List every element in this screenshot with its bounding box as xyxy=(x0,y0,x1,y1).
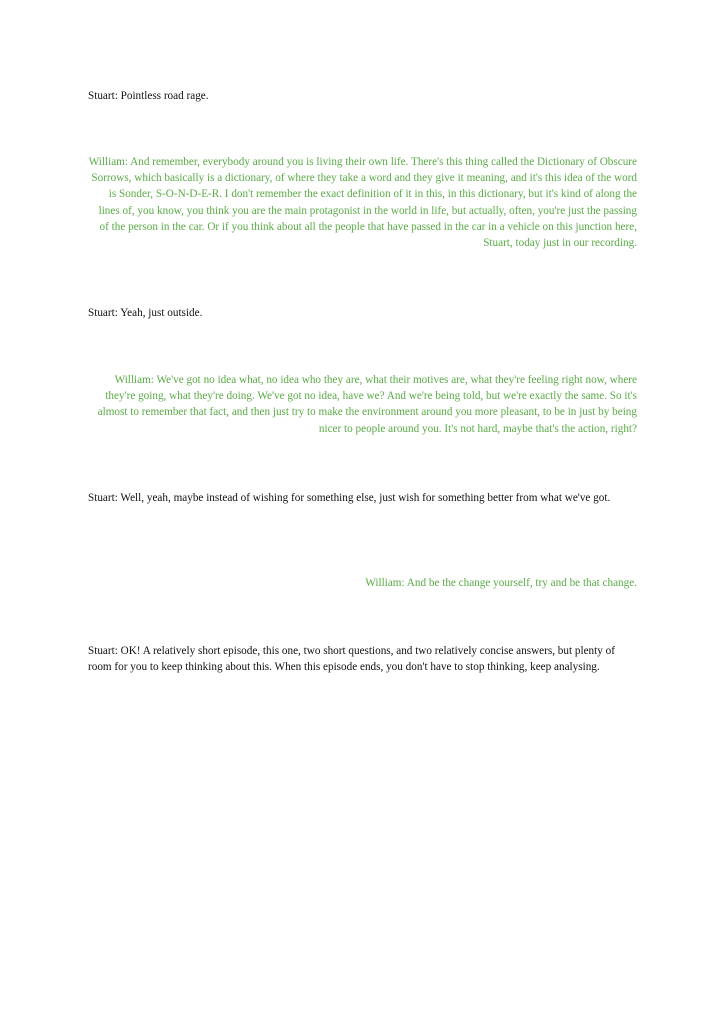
william-line-3: William: And be the change yourself, try and be that change. xyxy=(365,577,637,589)
william-line-1: William: And remember, everybody around you is living their own life. There's this thing called the Dictionary of Obscure Sorrows, which basically is a dictionary, of where they take a word and they give it meaning, and it's this idea of the word is Sonder, S-O-N-D-E-R. I don't remember the exact definition of it in this, in this dictionary, but it's kind of along the lines of, you know, you think you are the main protagonist in the world in life, but actually, often, you're just the passing of the person in the car. Or if you think about all the people that have passed in the car in a vehicle on this junction here, Stuart, today just in our recording. xyxy=(88,156,637,250)
stuart-line-4: Stuart: OK! A relatively short episode, this one, two short questions, and two relatively concise answers, but plenty of room for you to keep thinking about this. When this episode ends, you don't have to stop thinking, keep analysing. xyxy=(88,645,615,674)
stuart-line-2: Stuart: Yeah, just outside. xyxy=(88,307,203,319)
stuart-line-3: Stuart: Well, yeah, maybe instead of wishing for something else, just wish for something better from what we've got. xyxy=(88,492,611,504)
william-line-2: William: We've got no idea what, no idea who they are, what their motives are, what they're feeling right now, where they're going, what they're doing. We've got no idea, have we? And we're being told, but we're exactly the same. So it's almost to remember that fact, and then just try to make the environment around you more pleasant, to be in just by being nicer to people around you. It's not hard, maybe that's the action, right? xyxy=(97,374,637,435)
stuart-line-1: Stuart: Pointless road rage. xyxy=(88,90,209,102)
